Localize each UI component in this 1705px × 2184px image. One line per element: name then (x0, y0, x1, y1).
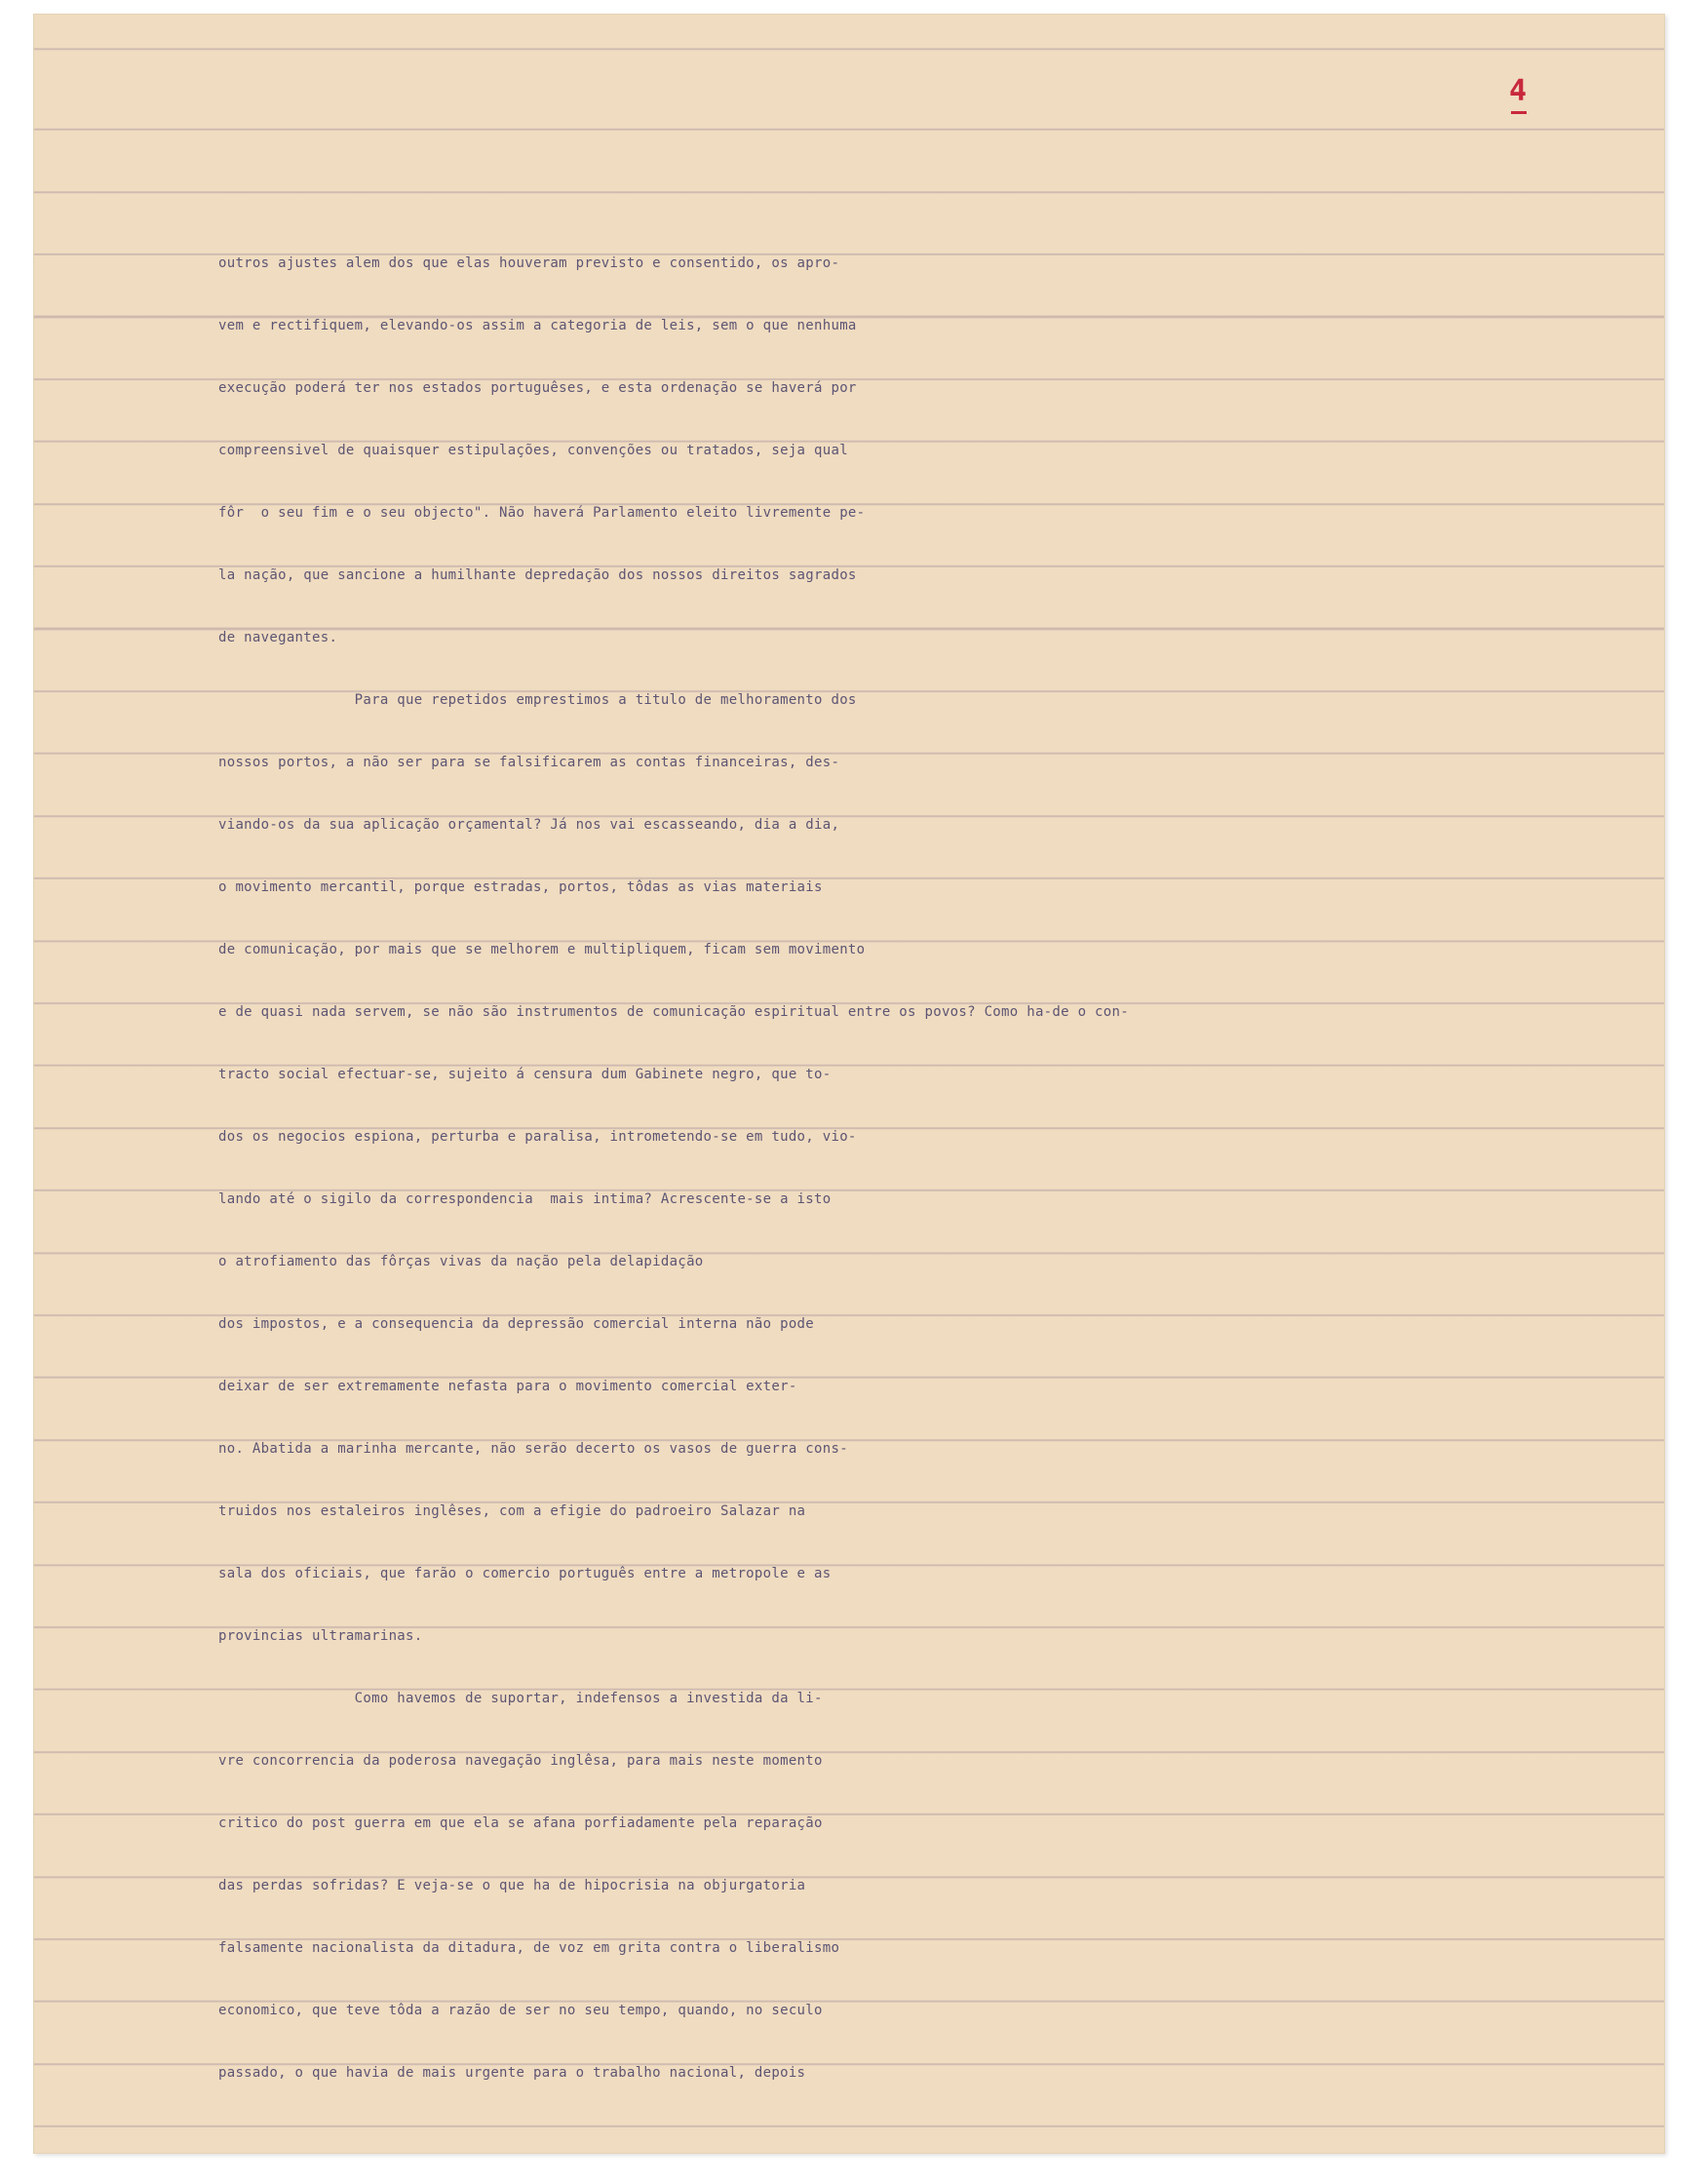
text-line: dos os negocios espiona, perturba e paralisa, intrometendo-se em tudo, vio- (218, 1129, 857, 1145)
text-line: critico do post guerra em que ela se afana porfiadamente pela reparação (218, 1815, 823, 1831)
text-line: vre concorrencia da poderosa navegação inglêsa, para mais neste momento (218, 1753, 823, 1769)
text-line: la nação, que sancione a humilhante depredação dos nossos direitos sagrados (218, 567, 857, 583)
text-line: de comunicação, por mais que se melhorem e multipliquem, ficam sem movimento (218, 942, 866, 957)
text-line: Como havemos de suportar, indefensos a investida da li- (218, 1691, 823, 1706)
text-line: truidos nos estaleiros inglêses, com a efigie do padroeiro Salazar na (218, 1503, 806, 1519)
text-line: passado, o que havia de mais urgente para o trabalho nacional, depois (218, 2065, 806, 2081)
text-line: falsamente nacionalista da ditadura, de voz em grita contra o liberalismo (218, 1940, 840, 1956)
typescript-page (33, 14, 1665, 2154)
text-line: fôr o seu fim e o seu objecto". Não haverá Parlamento eleito livremente pe- (218, 505, 866, 521)
text-line: nossos portos, a não ser para se falsificarem as contas financeiras, des- (218, 755, 840, 770)
text-line: das perdas sofridas? E veja-se o que ha de hipocrisia na objurgatoria (218, 1878, 806, 1893)
typescript-body (218, 232, 1700, 2104)
text-line: o atrofiamento das fôrças vivas da nação pela delapidação (218, 1254, 704, 1269)
text-line: de navegantes. (218, 630, 338, 645)
text-line: execução poderá ter nos estados portuguêses, e esta ordenação se haverá por (218, 380, 857, 396)
text-line: deixar de ser extremamente nefasta para o movimento comercial exter- (218, 1379, 797, 1394)
text-line: provincias ultramarinas. (218, 1628, 423, 1644)
text-line: outros ajustes alem dos que elas houveram previsto e consentido, os apro- (218, 255, 840, 271)
text-line: lando até o sigilo da correspondencia mais intima? Acrescente-se a isto (218, 1191, 832, 1207)
text-line: dos impostos, e a consequencia da depressão comercial interna não pode (218, 1316, 815, 1332)
text-line: economico, que teve tôda a razão de ser no seu tempo, quando, no seculo (218, 2003, 823, 2018)
text-line: viando-os da sua aplicação orçamental? Já nos vai escasseando, dia a dia, (218, 817, 840, 833)
text-line: tracto social efectuar-se, sujeito á censura dum Gabinete negro, que to- (218, 1067, 832, 1082)
text-line: compreensivel de quaisquer estipulações, convenções ou tratados, seja qual (218, 443, 848, 458)
text-line: o movimento mercantil, porque estradas, portos, tôdas as vias materiais (218, 879, 823, 895)
text-line: no. Abatida a marinha mercante, não serão decerto os vasos de guerra cons- (218, 1441, 848, 1457)
text-line: e de quasi nada servem, se não são instrumentos de comunicação espiritual entre os povos? Como ha-de o con- (218, 1004, 1129, 1020)
text-line: Para que repetidos emprestimos a titulo de melhoramento dos (218, 692, 857, 708)
page-number: 4 (1509, 74, 1528, 108)
text-line: vem e rectifiquem, elevando-os assim a categoria de leis, sem o que nenhuma (218, 318, 857, 333)
text-line: sala dos oficiais, que farão o comercio português entre a metropole e as (218, 1566, 832, 1581)
